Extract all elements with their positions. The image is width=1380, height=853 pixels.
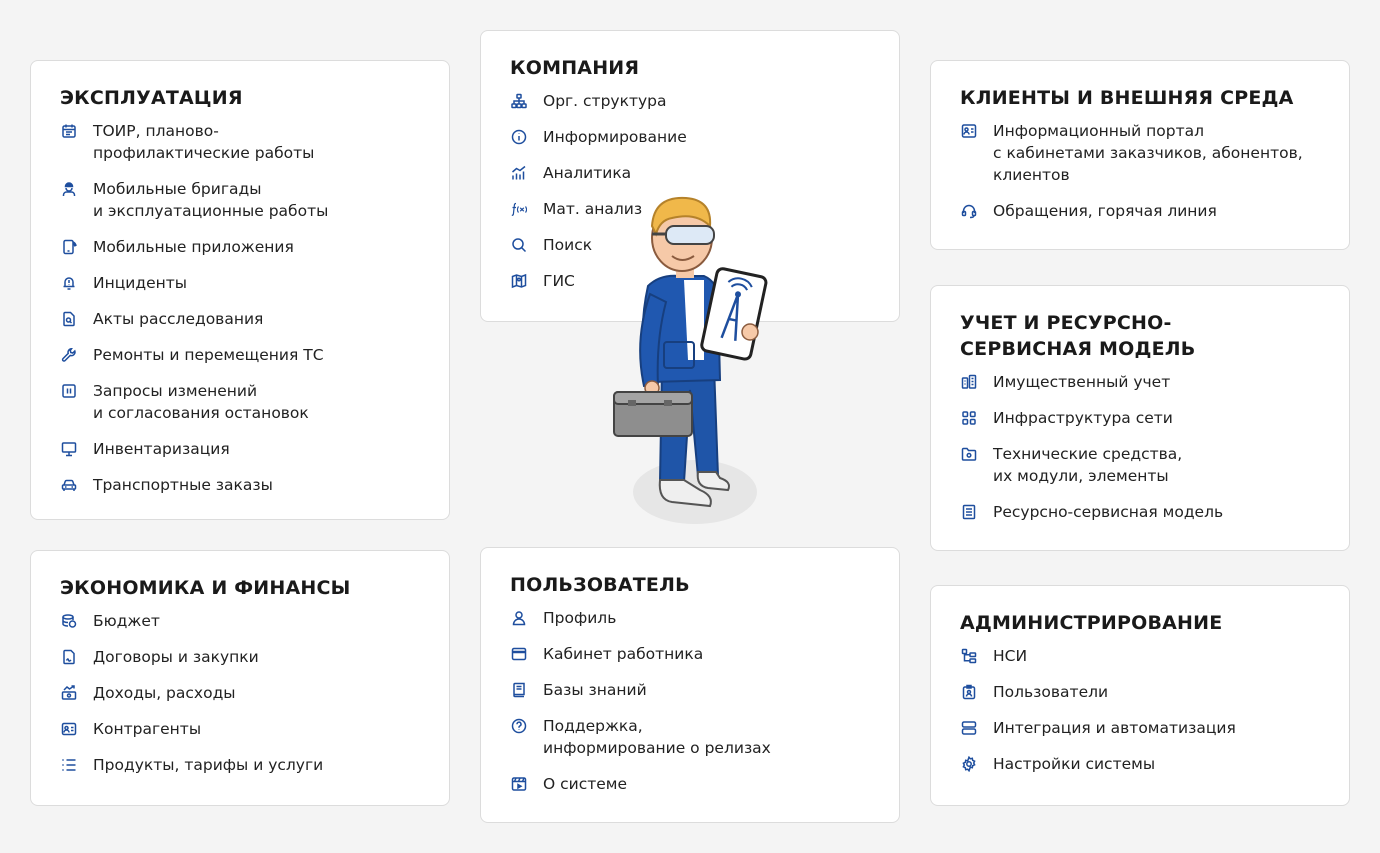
calendar-icon [61, 123, 77, 139]
coins-icon [61, 613, 77, 629]
card-operations [30, 60, 450, 520]
section-title: УЧЕТ И РЕСУРСНО- СЕРВИСНАЯ МОДЕЛЬ [960, 312, 1196, 360]
org-structure-icon [511, 93, 527, 109]
map-icon [511, 273, 527, 289]
grid-icon [961, 410, 977, 426]
menu-item-label: Обращения, горячая линия [993, 202, 1217, 220]
book-icon [511, 682, 527, 698]
menu-item-nsi[interactable] [960, 645, 1321, 667]
mobile-app-icon [61, 239, 77, 255]
menu-item-incidents[interactable] [60, 272, 421, 294]
menu-item-label: Пользователи [993, 683, 1109, 701]
menu-item-label: Информационный портал с кабинетами заказчиков, абонентов, клиентов [993, 122, 1303, 184]
menu-item-hotline[interactable] [960, 200, 1321, 222]
bullet-list-icon [61, 757, 77, 773]
search-icon [511, 237, 527, 253]
contact-card-icon [961, 123, 977, 139]
menu-item-profile[interactable] [510, 607, 871, 629]
info-icon [511, 129, 527, 145]
menu-item-label: Продукты, тарифы и услуги [93, 756, 324, 774]
section-title: АДМИНИСТРИРОВАНИЕ [960, 612, 1223, 634]
property-icon [961, 374, 977, 390]
system-info-icon [511, 776, 527, 792]
menu-item-technical-means[interactable] [960, 443, 1321, 487]
section-title: КЛИЕНТЫ И ВНЕШНЯЯ СРЕДА [960, 87, 1294, 109]
menu-item-label: Поддержка, информирование о релизах [543, 717, 771, 757]
alarm-bell-icon [61, 275, 77, 291]
user-icon [511, 610, 527, 626]
menu-item-label: Интеграция и автоматизация [993, 719, 1236, 737]
menu-item-label: Информирование [543, 128, 687, 146]
id-card-icon [61, 721, 77, 737]
menu-item-support[interactable] [510, 715, 871, 759]
section-title: ЭКОНОМИКА И ФИНАНСЫ [60, 577, 351, 599]
menu-item-label: Базы знаний [543, 681, 647, 699]
money-growth-icon [61, 685, 77, 701]
wrench-icon [61, 347, 77, 363]
card-clients [930, 60, 1350, 250]
hierarchy-icon [961, 648, 977, 664]
card-finance [30, 550, 450, 806]
menu-item-about[interactable] [510, 773, 871, 795]
menu-item-label: Транспортные заказы [93, 476, 273, 494]
engineer-mascot-illustration [600, 190, 780, 530]
menu-item-income-expenses[interactable] [60, 682, 421, 704]
section-title: ПОЛЬЗОВАТЕЛЬ [510, 574, 690, 596]
menu-item-toir[interactable] [60, 120, 421, 164]
document-search-icon [61, 311, 77, 327]
menu-item-label: Инциденты [93, 274, 188, 292]
menu-item-label: О системе [543, 775, 628, 793]
badge-icon [961, 684, 977, 700]
menu-item-transport-orders[interactable] [60, 474, 421, 496]
menu-item-products-tariffs[interactable] [60, 754, 421, 776]
menu-item-integration[interactable] [960, 717, 1321, 739]
headset-icon [961, 203, 977, 219]
menu-item-contracts[interactable] [60, 646, 421, 668]
help-icon [511, 718, 527, 734]
pause-icon [61, 383, 77, 399]
menu-item-counterparties[interactable] [60, 718, 421, 740]
card-accounting [930, 285, 1350, 551]
menu-item-system-settings[interactable] [960, 753, 1321, 775]
menu-item-label: Акты расследования [93, 310, 264, 328]
menu-item-label: НСИ [993, 647, 1028, 665]
menu-item-label: Поиск [543, 236, 593, 254]
menu-item-label: Аналитика [543, 164, 632, 182]
menu-item-property-accounting[interactable] [960, 371, 1321, 393]
menu-item-label: Договоры и закупки [93, 648, 259, 666]
section-title: ЭКСПЛУАТАЦИЯ [60, 87, 243, 109]
server-icon [961, 720, 977, 736]
menu-item-label: Имущественный учет [993, 373, 1171, 391]
menu-item-inventory[interactable] [60, 438, 421, 460]
menu-item-investigation-acts[interactable] [60, 308, 421, 330]
menu-item-mobile-teams[interactable] [60, 178, 421, 222]
menu-item-label: Технические средства, их модули, элементы [993, 445, 1183, 485]
menu-item-label: Орг. структура [543, 92, 667, 110]
menu-item-label: Мобильные бригады и эксплуатационные работы [93, 180, 329, 220]
menu-item-employee-cabinet[interactable] [510, 643, 871, 665]
menu-item-label: Запросы изменений и согласования остановок [93, 382, 309, 422]
menu-item-budget[interactable] [60, 610, 421, 632]
menu-item-label: Доходы, расходы [93, 684, 236, 702]
menu-item-label: Ремонты и перемещения ТС [93, 346, 324, 364]
menu-item-label: Настройки системы [993, 755, 1156, 773]
menu-item-label: Инфраструктура сети [993, 409, 1173, 427]
menu-item-change-requests[interactable] [60, 380, 421, 424]
menu-item-analytics[interactable] [510, 162, 871, 184]
menu-item-label: Контрагенты [93, 720, 202, 738]
list-document-icon [961, 504, 977, 520]
menu-item-label: Кабинет работника [543, 645, 704, 663]
function-icon [511, 201, 527, 217]
menu-item-info-portal[interactable] [960, 120, 1321, 186]
folder-gear-icon [961, 446, 977, 462]
menu-item-label: ТОИР, планово- профилактические работы [93, 122, 315, 162]
menu-item-label: Мобильные приложения [93, 238, 294, 256]
menu-item-label: Инвентаризация [93, 440, 230, 458]
menu-item-network-infrastructure[interactable] [960, 407, 1321, 429]
monitor-icon [61, 441, 77, 457]
card-admin [930, 585, 1350, 806]
menu-item-users[interactable] [960, 681, 1321, 703]
menu-item-label: Ресурсно-сервисная модель [993, 503, 1224, 521]
menu-item-label: Мат. анализ [543, 200, 643, 218]
gear-icon [961, 756, 977, 772]
analytics-icon [511, 165, 527, 181]
contract-icon [61, 649, 77, 665]
menu-item-informing[interactable] [510, 126, 871, 148]
menu-item-org-structure[interactable] [510, 90, 871, 112]
menu-item-label: Профиль [543, 609, 617, 627]
card-user [480, 547, 900, 823]
menu-item-label: Бюджет [93, 612, 160, 630]
menu-item-knowledge-bases[interactable] [510, 679, 871, 701]
menu-item-resource-service-model[interactable] [960, 501, 1321, 523]
menu-item-repairs[interactable] [60, 344, 421, 366]
menu-item-mobile-apps[interactable] [60, 236, 421, 258]
section-title: КОМПАНИЯ [510, 57, 640, 79]
browser-window-icon [511, 646, 527, 662]
worker-icon [61, 181, 77, 197]
car-icon [61, 477, 77, 493]
menu-item-label: ГИС [543, 272, 575, 290]
